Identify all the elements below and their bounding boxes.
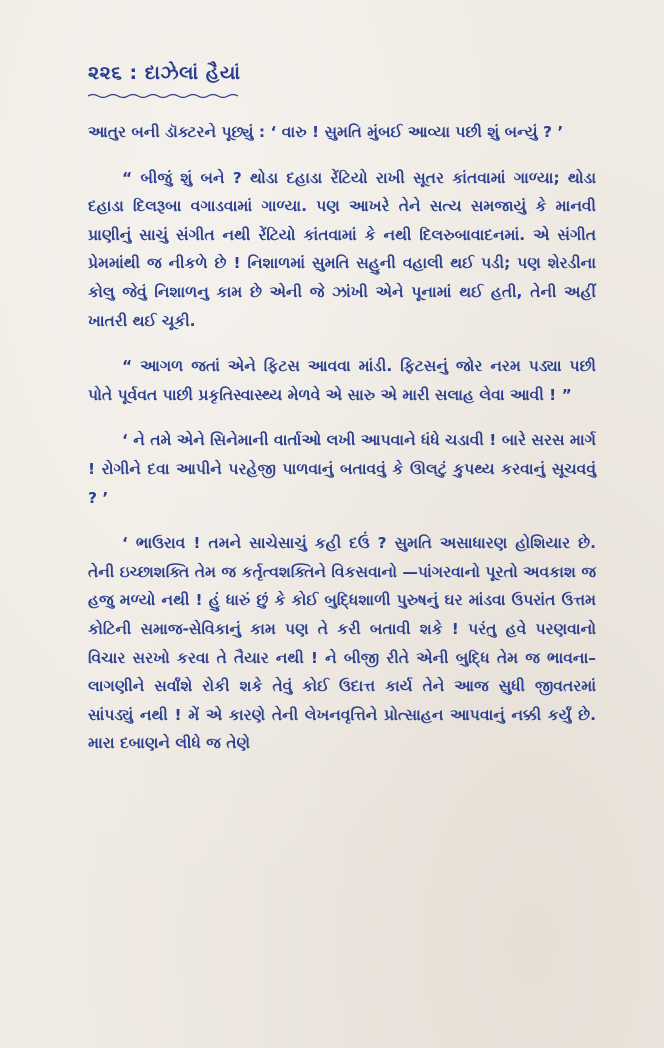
header-ornament-rule: [88, 93, 238, 99]
page-title: ૨૨૬ : દાઝેલાં હૈયાં: [88, 62, 241, 84]
paragraph-4: ‘ ને તમે એને સિનેમાની વાર્તાઓ લખી આપવાને ધંધે ચડાવી ! બારે સરસ માર્ગ ! રોગીને દવા આપીને પરહેજી પાળવાનું બતાવવું કે ઊલટું કુપથ્ય કરવાનું સૂચવવું ? ’: [88, 431, 596, 507]
paragraph-5: ‘ ભાઉરાવ ! તમને સાચેસાચું કહી દઉં ? સુમતિ અસાધારણ હોશિયાર છે. તેની ઇચ્છાશક્તિ તેમ જ કર્તૃત્વશક્તિને વિકસવાનો —પાંગરવાનો પૂરતો અવકાશ જ હજુ મળ્યો નથી ! હું ધારું છું કે કોઈ બુદ્ધિશાળી પુરુષનું ઘર માંડવા ઉપરાંત ઉત્તમ કોટિની સમાજ-સેવિકાનું કામ પણ તે કરી બતાવી શકે ! પરંતુ હવે પરણવાનો વિચાર સરખો કરવા તે તૈયાર નથી ! ને બીજી રીતે એની બુદ્ધિ તેમ જ ભાવના–લાગણીને સર્વાંશે રોકી શકે તેવું કોઈ ઉદાત્ત કાર્ય તેને આજ સુધી જીવતરમાં સાંપડ્યું નથી ! મેં એ કારણે તેની લેખનવૃત્તિને પ્રોત્સાહન આપવાનું નક્કી કર્યું છે. મારા દબાણને લીધે જ તેણે: [88, 534, 596, 753]
running-header: [88, 62, 241, 103]
paragraph-1: આતુર બની ડૉક્ટરને પૂછ્યું : ‘ વારુ ! સુમતિ મુંબઈ આવ્યા પછી શું બન્યું ? ’: [88, 123, 564, 141]
page-body: [88, 118, 596, 758]
paragraph-3: “ આગળ જતાં એને ફિટસ આવવા માંડી. ફિટસનું જોર નરમ પડ્યા પછી પોતે પૂર્વવત પાછી પ્રકૃતિસ્વાસ્થ્ય મેળવે એ સારુ એ મારી સલાહ લેવા આવી ! ”: [88, 357, 596, 404]
paragraph-2: “ બીજું શું બને ? થોડા દહાડા રેંટિયો રાખી સૂતર કાંતવામાં ગાળ્યા; થોડા દહાડા દિલરૂબા વગાડવામાં ગાળ્યા. પણ આખરે તેને સત્ય સમજાયું કે માનવી પ્રાણીનું સાચું સંગીત નથી રેંટિયો કાંતવામાં કે નથી દિલરુબાવાદનમાં. એ સંગીત પ્રેમમાંથી જ નીકળે છે ! નિશાળમાં સુમતિ સહુની વહાલી થઈ પડી; પણ શેરડીના કોલુ જેવું નિશાળનુ કામ છે એની જે ઝાંખી એને પૂનામાં થઈ હતી, તેની અહીં ખાતરી થઈ ચૂકી.: [88, 168, 596, 330]
